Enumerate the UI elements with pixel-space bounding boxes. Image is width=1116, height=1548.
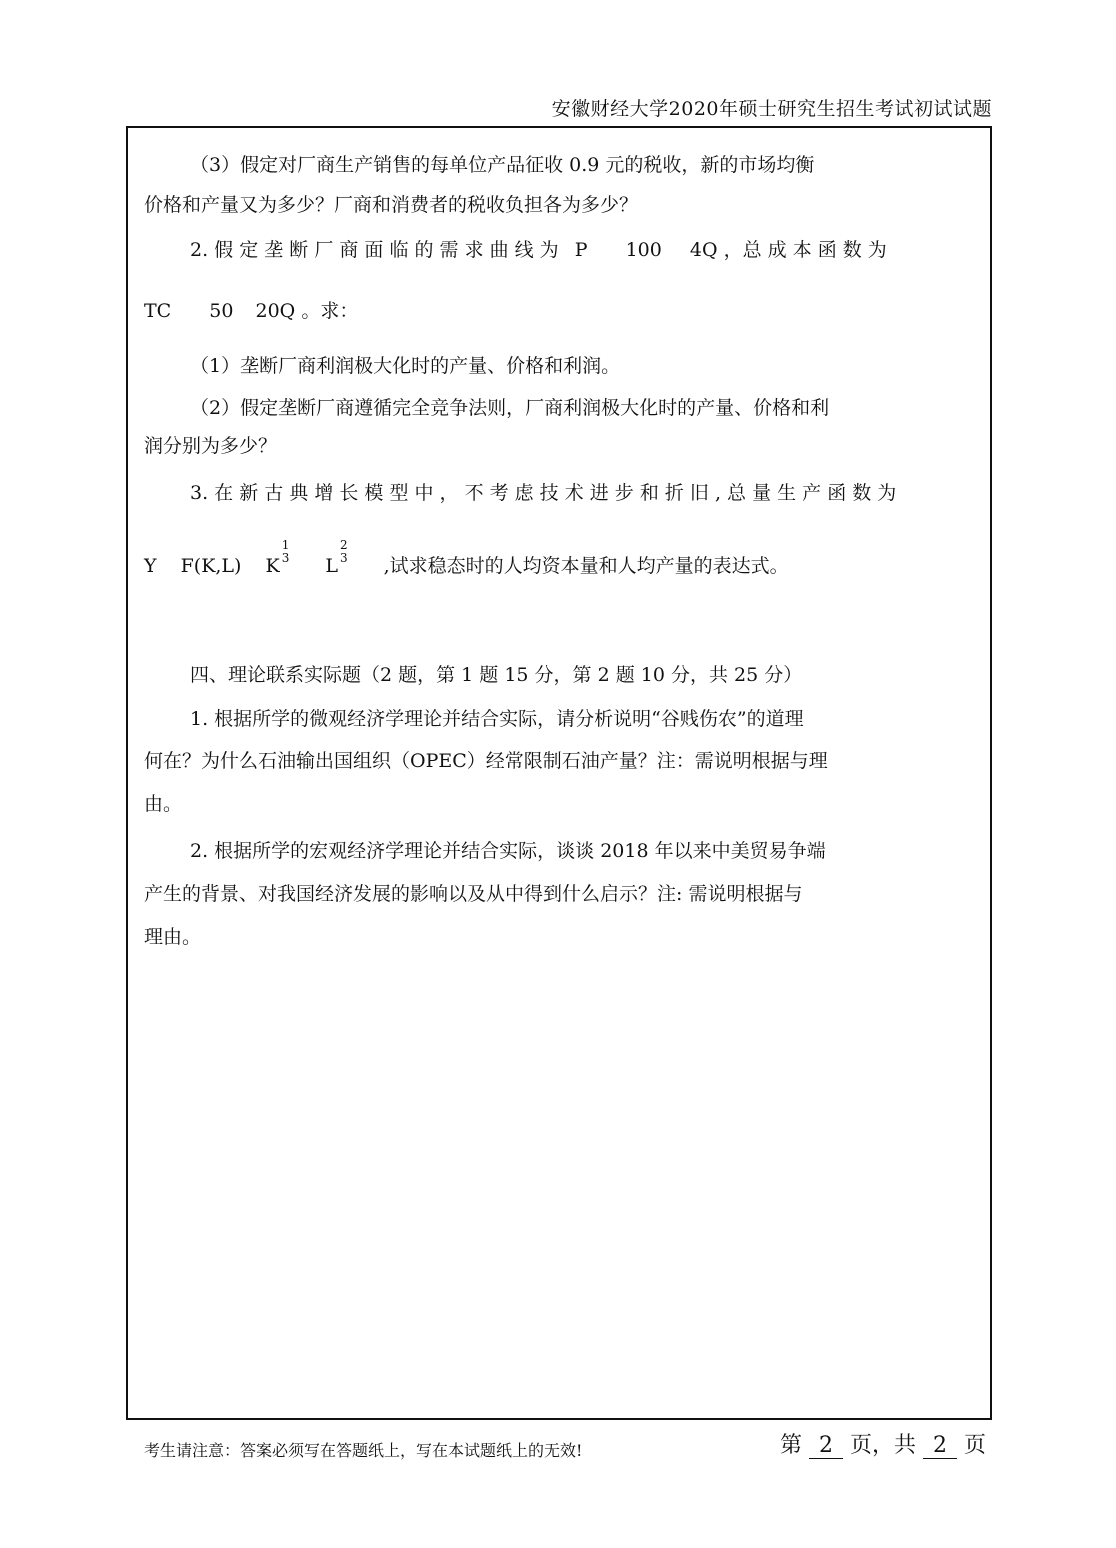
section-4-question-2-line-3: 理由。 xyxy=(144,926,202,948)
k-exponent: 1 3 xyxy=(281,538,290,565)
question-2-part-2-line-2: 润分别为多少？ xyxy=(144,435,278,457)
cost-tail: 。求： xyxy=(301,300,359,322)
section-4-question-1-line-2: 何在？为什么石油输出国组织（OPEC）经常限制石油产量？注：需说明根据与理 xyxy=(144,750,828,772)
footer-note: 考生请注意：答案必须写在答题纸上，写在本试题纸上的无效! xyxy=(144,1441,583,1460)
current-page: 2 xyxy=(809,1433,843,1459)
formula-l: L xyxy=(325,555,338,577)
section-4-question-2-line-2: 产生的背景、对我国经济发展的影响以及从中得到什么启示？注: 需说明根据与 xyxy=(144,883,803,905)
page-suffix: 页 xyxy=(964,1433,987,1458)
formula-k: K xyxy=(265,555,280,577)
question-2-suffix: ，总 成 本 函 数 为 xyxy=(723,239,887,261)
demand-4q: 4Q xyxy=(689,239,718,261)
question-2-prefix: 2. 假 定 垄 断 厂 商 面 临 的 需 求 曲 线 为 xyxy=(190,239,559,261)
question-2-part-1: （1）垄断厂商利润极大化时的产量、价格和利润。 xyxy=(190,355,621,377)
question-3-line-1: 3. 在 新 古 典 增 长 模 型 中 ， 不 考 虑 技 术 进 步 和 折 旧 , 总 量 生 产 函 数 为 xyxy=(190,482,897,504)
section-4-question-2-line-1: 2. 根据所学的宏观经济学理论并结合实际，谈谈 2018 年以来中美贸易争端 xyxy=(190,840,826,862)
cost-tc: TC xyxy=(144,300,172,322)
question-2-cost-function xyxy=(144,296,358,323)
l-exponent: 2 3 xyxy=(339,538,348,565)
page-prefix: 第 xyxy=(780,1433,803,1458)
cost-20q: 20Q xyxy=(255,300,296,322)
total-pages: 2 xyxy=(923,1433,957,1459)
formula-tail: ,试求稳态时的人均资本量和人均产量的表达式。 xyxy=(383,555,789,577)
section-4-title: 四、理论联系实际题（2 题，第 1 题 15 分，第 2 题 10 分，共 25 分） xyxy=(190,664,803,686)
page-number xyxy=(780,1428,986,1459)
section-4-question-1-line-1: 1. 根据所学的微观经济学理论并结合实际，请分析说明“谷贱伤农”的道理 xyxy=(190,708,804,730)
question-2-line-1 xyxy=(190,235,887,262)
formula-y: Y xyxy=(144,555,157,577)
formula-f-k-l: F(K,L) xyxy=(180,555,242,577)
question-3-part-3-line-1: （3）假定对厂商生产销售的每单位产品征收 0.9 元的税收，新的市场均衡 xyxy=(190,154,815,176)
exam-header-title: 安徽财经大学2020年硕士研究生招生考试初试试题 xyxy=(551,98,992,120)
page-middle: 页，共 xyxy=(850,1433,917,1458)
demand-100: 100 xyxy=(625,239,662,261)
cost-50: 50 xyxy=(209,300,234,322)
section-4-question-1-line-3: 由。 xyxy=(144,793,183,815)
question-3-formula xyxy=(144,539,789,578)
question-2-part-2-line-1: （2）假定垄断厂商遵循完全竞争法则，厂商利润极大化时的产量、价格和利 xyxy=(190,397,830,419)
demand-p: P xyxy=(574,239,588,261)
question-3-part-3-line-2: 价格和产量又为多少？厂商和消费者的税收负担各为多少？ xyxy=(144,194,639,216)
